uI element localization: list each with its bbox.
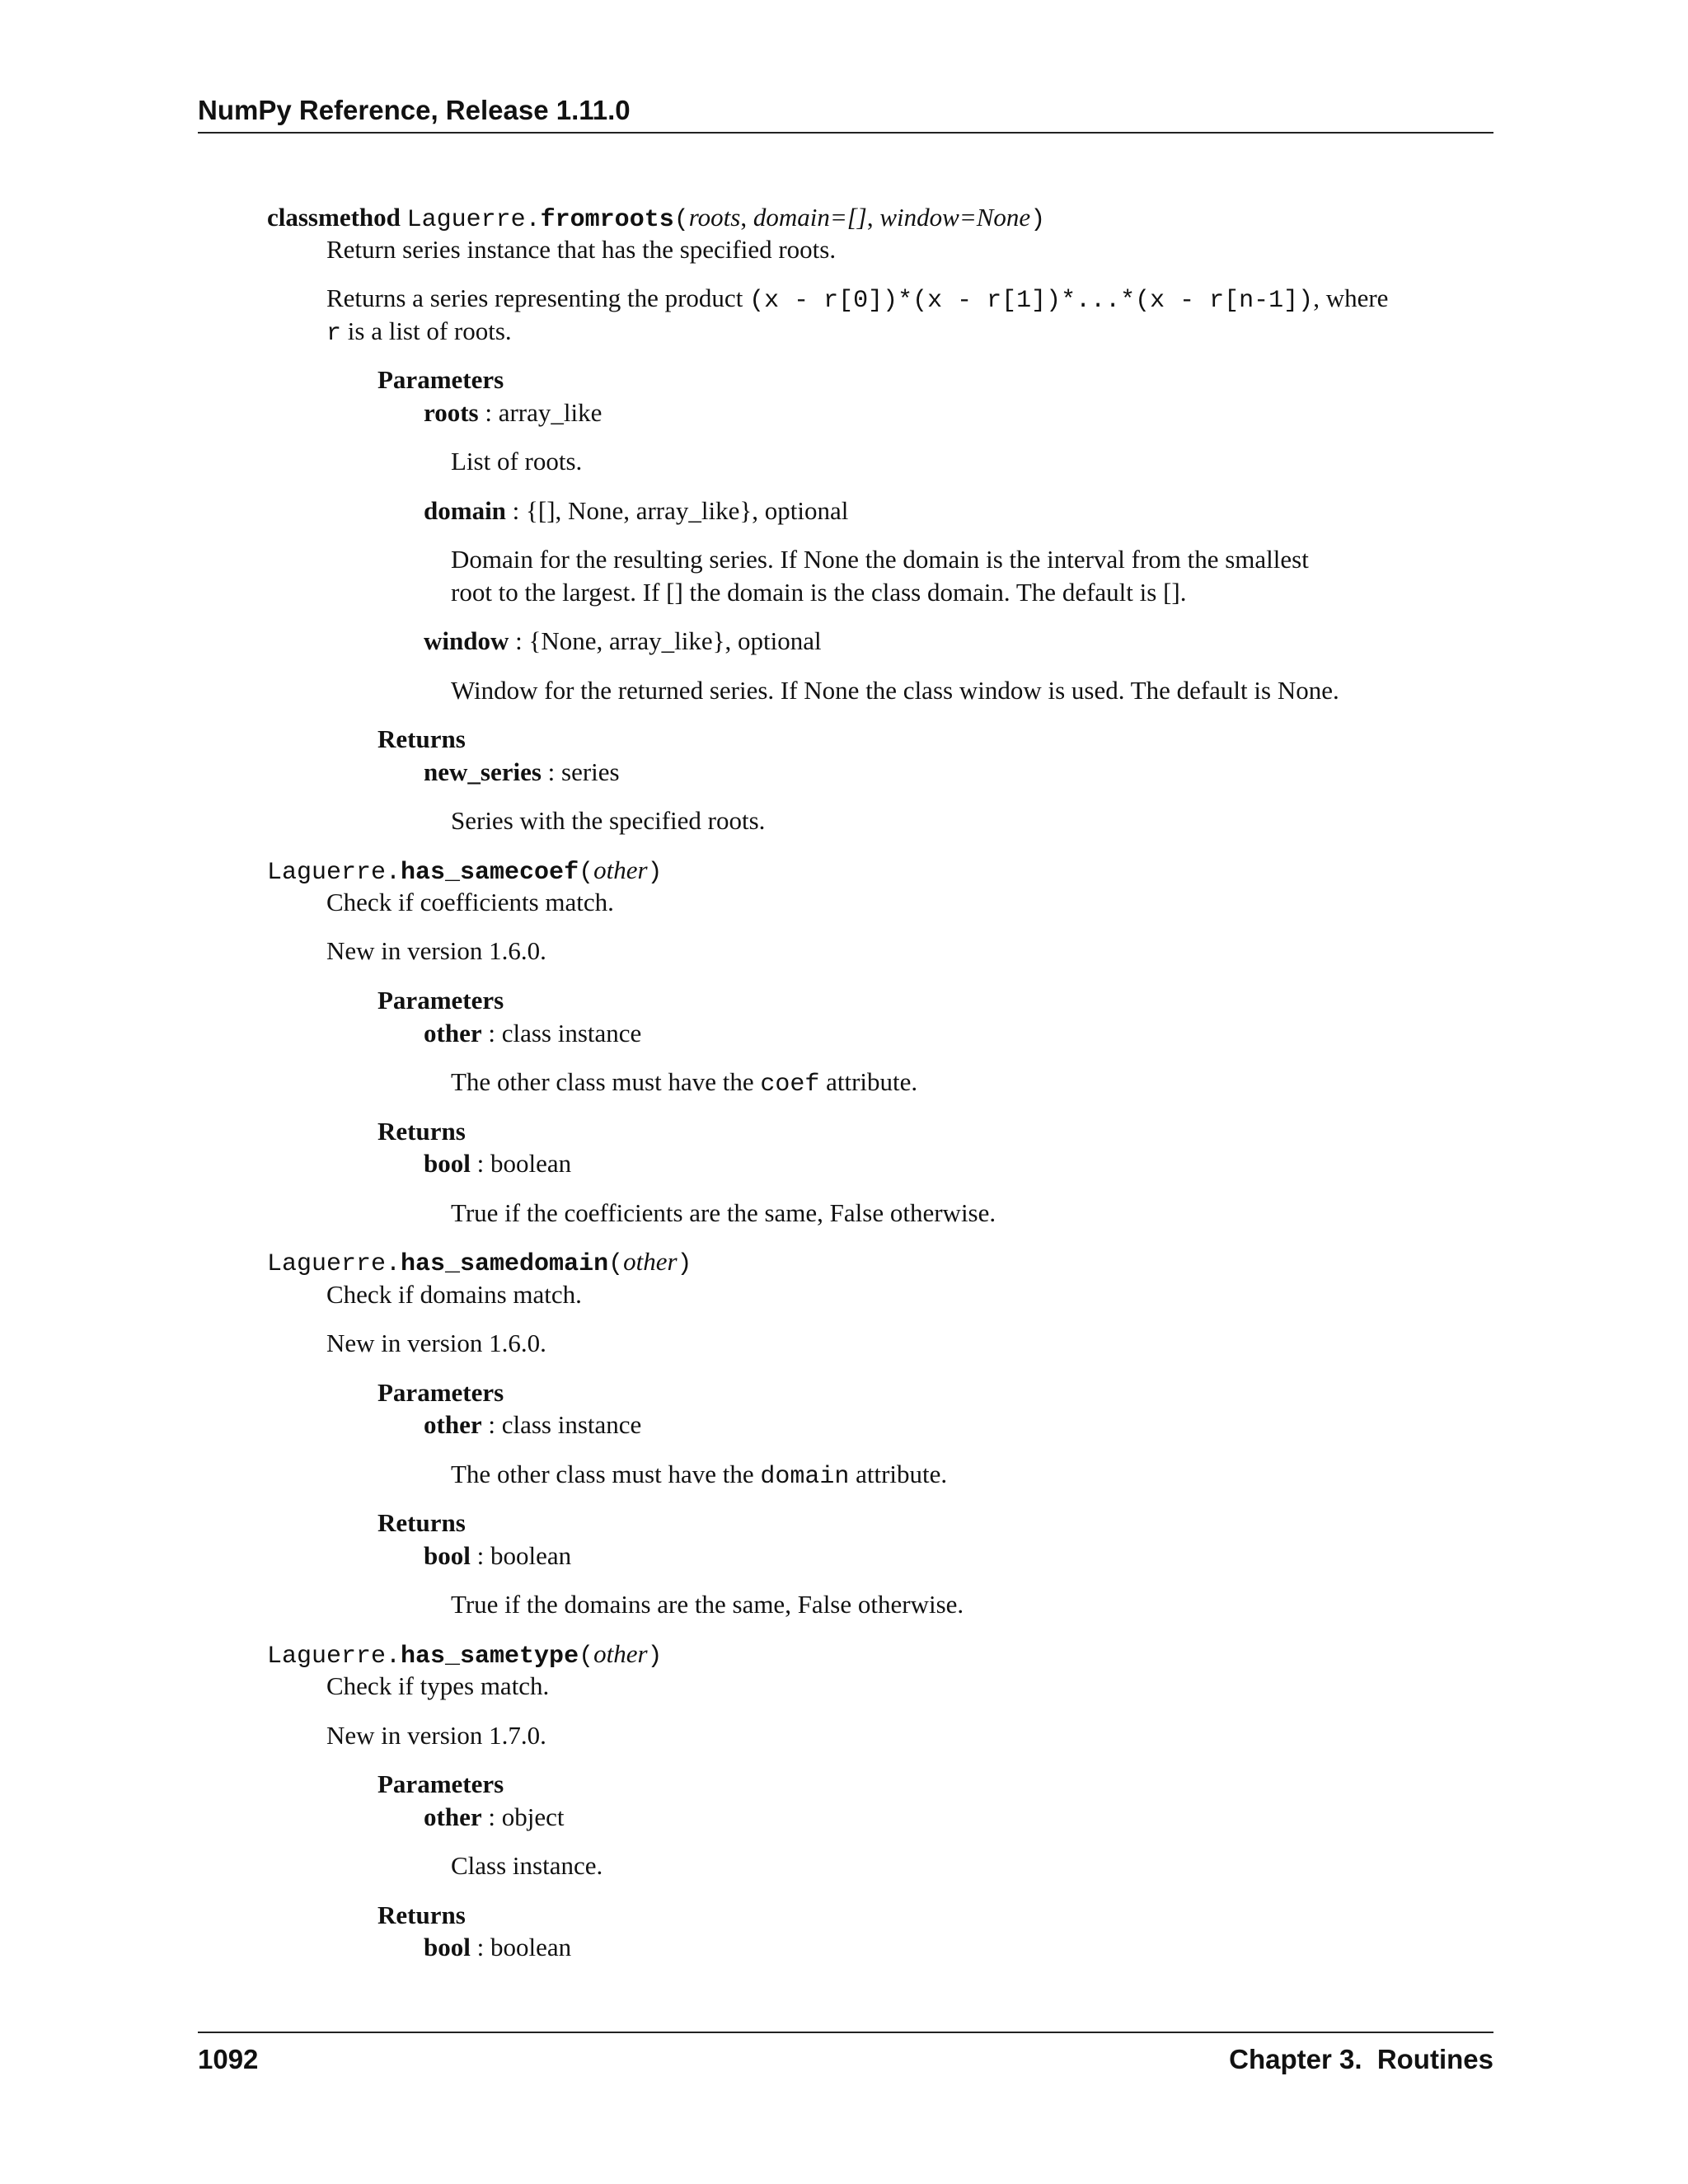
has-sametype-returns-heading: Returns (377, 1900, 466, 1929)
has-sametype-summary: Check if types match. (326, 1671, 550, 1700)
param-window: window : {None, array_like}, optional (424, 626, 822, 655)
param-domain-desc-line1: Domain for the resulting series. If None the domain is the interval from the smallest (451, 545, 1309, 574)
class-name: Laguerre. (406, 206, 541, 234)
has-sametype-parameters-heading: Parameters (377, 1769, 504, 1798)
has-samecoef-return-desc: True if the coefficients are the same, False otherwise. (451, 1198, 996, 1227)
has-samedomain-version: New in version 1.6.0. (326, 1329, 546, 1357)
arg-domain: domain=[] (753, 203, 867, 232)
arg-window: window=None (879, 203, 1031, 232)
fromroots-description-line1: Returns a series representing the product (x - r[0])*(x - r[1])*...*(x - r[n-1]), where (326, 284, 1389, 315)
has-samedomain-return-bool: bool : boolean (424, 1541, 572, 1570)
fromroots-summary: Return series instance that has the specified roots. (326, 235, 837, 264)
method-name: fromroots (540, 206, 674, 234)
return-new-series: new_series : series (424, 757, 620, 786)
has-samecoef-parameters-heading: Parameters (377, 986, 504, 1015)
param-domain: domain : {[], None, array_like}, optional (424, 496, 849, 525)
has-samedomain-signature: Laguerre.has_samedomain(other) (267, 1247, 692, 1278)
has-sametype-param-other-desc: Class instance. (451, 1851, 603, 1880)
has-samecoef-param-other: other : class instance (424, 1019, 642, 1047)
has-sametype-signature: Laguerre.has_sametype(other) (267, 1639, 663, 1671)
param-domain-desc-line2: root to the largest. If [] the domain is the class domain. The default is []. (451, 578, 1187, 607)
has-samecoef-signature: Laguerre.has_samecoef(other) (267, 855, 663, 887)
fromroots-returns-heading: Returns (377, 724, 466, 753)
has-samecoef-param-other-desc: The other class must have the coef attribute. (451, 1067, 918, 1099)
fromroots-description-line2: r is a list of roots. (326, 316, 512, 348)
has-samedomain-param-other: other : class instance (424, 1410, 642, 1439)
param-roots-desc: List of roots. (451, 447, 583, 476)
has-samecoef-summary: Check if coefficients match. (326, 888, 614, 916)
has-samedomain-return-desc: True if the domains are the same, False otherwise. (451, 1590, 964, 1619)
has-samedomain-summary: Check if domains match. (326, 1280, 582, 1309)
param-roots: roots : array_like (424, 398, 603, 427)
header-title: NumPy Reference, Release 1.11.0 (198, 95, 631, 125)
has-sametype-return-bool: bool : boolean (424, 1933, 572, 1961)
has-sametype-param-other: other : object (424, 1802, 565, 1831)
has-samecoef-version: New in version 1.6.0. (326, 936, 546, 965)
has-sametype-version: New in version 1.7.0. (326, 1721, 546, 1750)
has-samedomain-parameters-heading: Parameters (377, 1378, 504, 1407)
has-samecoef-return-bool: bool : boolean (424, 1149, 572, 1178)
param-window-desc: Window for the returned series. If None the class window is used. The default is None. (451, 676, 1339, 705)
chapter-title: Chapter 3. Routines (1229, 2044, 1493, 2074)
product-code: (x - r[0])*(x - r[1])*...*(x - r[n-1]) (749, 287, 1314, 315)
fromroots-signature: classmethod Laguerre.fromroots(roots, domain=[], window=None) (267, 203, 1046, 234)
method-name: has_sametype (401, 1643, 579, 1671)
running-header (198, 92, 1493, 134)
has-samecoef-returns-heading: Returns (377, 1117, 466, 1146)
has-samedomain-returns-heading: Returns (377, 1508, 466, 1537)
classmethod-keyword: classmethod (267, 203, 401, 232)
running-footer (198, 2032, 1493, 2078)
arg-roots: roots (688, 203, 741, 232)
return-new-series-desc: Series with the specified roots. (451, 806, 766, 835)
method-name: has_samedomain (401, 1250, 609, 1278)
method-name: has_samecoef (401, 859, 579, 887)
fromroots-parameters-heading: Parameters (377, 365, 504, 394)
has-samedomain-param-other-desc: The other class must have the domain attribute. (451, 1460, 948, 1491)
page-number: 1092 (198, 2044, 259, 2074)
